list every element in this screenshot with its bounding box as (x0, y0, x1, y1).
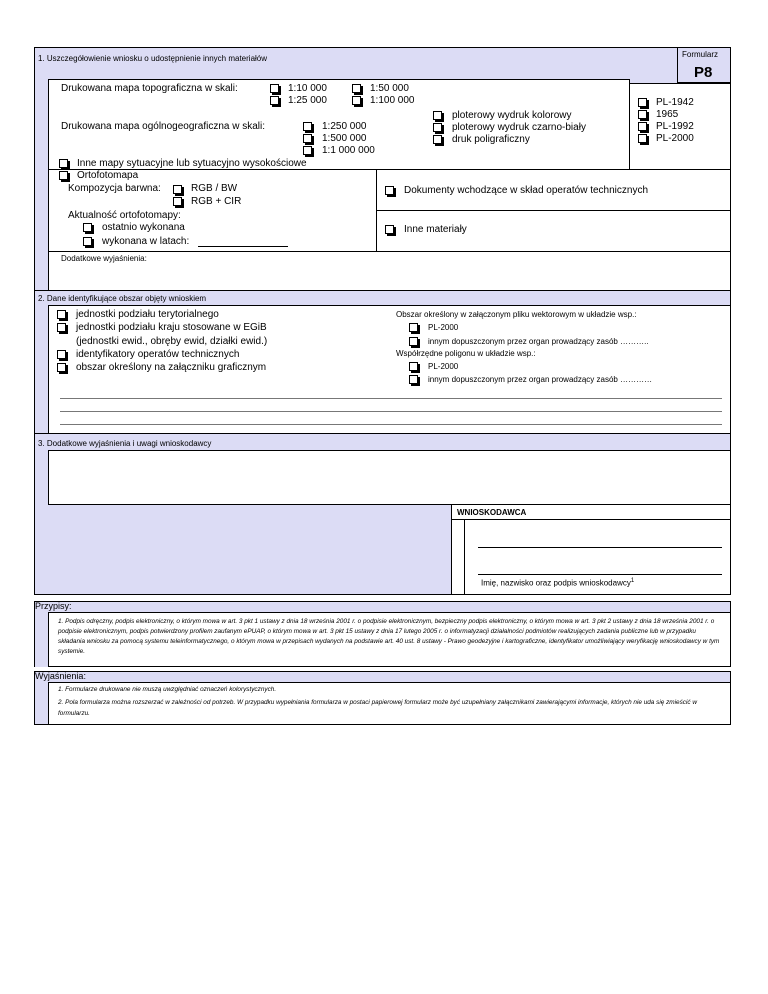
territorial-label: jednostki podziału terytorialnego (76, 309, 219, 320)
composition-label: Kompozycja barwna: (68, 183, 161, 194)
other-maps-label: Inne mapy sytuacyjne lub sytuacyjno wysokościowe (77, 158, 307, 169)
rgb-cir-label: RGB + CIR (191, 196, 242, 207)
vector-other-label: innym dopuszczonym przez organ prowadzący zasób ……….. (428, 337, 649, 346)
years-input-line[interactable] (198, 246, 288, 247)
operat-ids-label: identyfikatory operatów technicznych (76, 349, 240, 360)
entry-line[interactable] (60, 424, 722, 425)
extra-explanations-label: Dodatkowe wyjaśnienia: (61, 254, 147, 263)
form-code: P8 (694, 64, 713, 81)
applicant-line[interactable] (478, 547, 722, 548)
checkbox-topo-100000[interactable] (352, 96, 361, 105)
signature-footnote-mark: 1 (630, 578, 635, 584)
checkbox-orthophoto[interactable] (59, 171, 68, 180)
divider-horizontal (376, 210, 731, 211)
crs-label: PL-1942 (656, 97, 694, 108)
topo-map-label: Drukowana mapa topograficzna w skali: (61, 83, 238, 94)
explanations-left-strip (34, 682, 48, 725)
vector-label: Obszar określony w załączonym pliku wektorowym w układzie wsp.: (396, 310, 637, 319)
polygon-other-label: innym dopuszczonym przez organ prowadzący zasób ………… (428, 375, 653, 384)
checkbox-other-maps[interactable] (59, 159, 68, 168)
explanation-1: 1. Formularze drukowane nie muszą uwzględniać oznaczeń kolorystycznych. (58, 686, 277, 693)
scale-label: 1:500 000 (322, 133, 367, 144)
checkbox-rgb-bw[interactable] (173, 185, 182, 194)
scale-label: 1:1 000 000 (322, 145, 375, 156)
documents-label: Dokumenty wchodzące w skład operatów technicznych (404, 185, 649, 196)
years-label: wykonana w latach: (102, 236, 190, 247)
checkbox-vector-pl2000[interactable] (409, 323, 418, 332)
polygon-pl2000-label: PL-2000 (428, 362, 459, 371)
explanations-title: Wyjaśnienia: (35, 671, 86, 681)
crs-label: PL-2000 (656, 133, 694, 144)
entry-line[interactable] (60, 398, 722, 399)
print-option-label: ploterowy wydruk czarno-biały (452, 122, 586, 133)
checkbox-years[interactable] (83, 237, 92, 246)
scale-label: 1:50 000 (370, 83, 409, 94)
applicant-title-underline (451, 519, 731, 520)
graphic-attachment-label: obszar określony na załączniku graficznym (76, 362, 267, 373)
checkbox-plotter-bw[interactable] (433, 123, 442, 132)
checkbox-1965[interactable] (638, 110, 647, 119)
footnotes-title: Przypisy: (35, 601, 72, 611)
checkbox-topo-25000[interactable] (270, 96, 279, 105)
rgb-bw-label: RGB / BW (191, 183, 238, 194)
checkbox-other-materials[interactable] (385, 225, 394, 234)
section-1-title: 1. Uszczegółowienie wniosku o udostępnienie innych materiałów (38, 54, 268, 63)
checkbox-vector-other[interactable] (409, 337, 418, 346)
crs-label: 1965 (656, 109, 679, 120)
actuality-label: Aktualność ortofotomapy: (68, 210, 181, 221)
scale-label: 1:10 000 (288, 83, 327, 94)
form-label: Formularz (682, 50, 719, 59)
section-2-title: 2. Dane identyfikujące obszar objęty wnioskiem (38, 294, 207, 303)
vector-pl2000-label: PL-2000 (428, 323, 459, 332)
section-3-title: 3. Dodatkowe wyjaśnienia i uwagi wnioskodawcy (38, 439, 212, 448)
recent-label: ostatnio wykonana (102, 222, 185, 233)
print-option-label: ploterowy wydruk kolorowy (452, 110, 572, 121)
general-map-label: Drukowana mapa ogólnogeograficzna w skali: (61, 121, 266, 132)
checkbox-polygon-pl2000[interactable] (409, 362, 418, 371)
applicant-title: WNIOSKODAWCA (457, 508, 527, 517)
checkbox-plotter-color[interactable] (433, 111, 442, 120)
egib-label: jednostki podziału kraju stosowane w EGiB (76, 322, 267, 333)
checkbox-polygon-other[interactable] (409, 375, 418, 384)
print-option-label: druk poligraficzny (452, 134, 530, 145)
checkbox-polygraphic[interactable] (433, 135, 442, 144)
explanation-2: 2. Pola formularza można rozszerzać w zależności od potrzeb. W przypadku wypełniania formularza w postaci papierowej formularz może być uzupełniany załącznikami zawierającymi informacje, których nie uda się zmieścić w formularzu. (58, 699, 697, 717)
egib-note: (jednostki ewid., obręby ewid, działki ewid.) (76, 336, 268, 347)
checkbox-general-500000[interactable] (303, 134, 312, 143)
footnote-1: 1. Podpis odręczny, podpis elektroniczny, o którym mowa w art. 3 pkt 1 ustawy z dnia 18 września 2001 r. o podpisie elektronicznym, bezpieczny podpis elektroniczny, o którym mowa w art. 3 pkt 2 ustawy z dnia 18 września 2001 r. o podpisie elektronicznym, podpis potwierdzony profilem zaufanym ePUAP, o którym mowa w art. 3 pkt 15 ustawy z dnia 17 lutego 2005 r. o informatyzacji działalności podmiotów realizujących zadania publiczne lub w przypadku składania wniosku za pomocą systemu teleinformatycznego, o którym mowa w przepisach wydanych na podstawie art. 40 ust. 8 ustawy - Prawo geodezyjne i kartograficzne, identyfikator umożliwiający weryfikację wnioskodawcy w tym systemie. (58, 618, 720, 655)
signature-line[interactable] (478, 574, 722, 575)
checkbox-recent[interactable] (83, 223, 92, 232)
applicant-inner-divider (464, 519, 465, 595)
checkbox-documents[interactable] (385, 186, 394, 195)
scale-label: 1:250 000 (322, 121, 367, 132)
signature-label (481, 578, 634, 588)
entry-line[interactable] (60, 411, 722, 412)
checkbox-general-250000[interactable] (303, 122, 312, 131)
checkbox-topo-50000[interactable] (352, 84, 361, 93)
checkbox-general-1000000[interactable] (303, 146, 312, 155)
footnotes-left-strip (34, 612, 48, 667)
checkbox-territorial[interactable] (57, 310, 66, 319)
extra-explanations-box (48, 251, 731, 291)
other-materials-label: Inne materiały (404, 224, 467, 235)
explanations-header (34, 671, 731, 682)
scale-label: 1:100 000 (370, 95, 415, 106)
crs-label: PL-1992 (656, 121, 694, 132)
checkbox-operat-ids[interactable] (57, 350, 66, 359)
checkbox-graphic-attachment[interactable] (57, 363, 66, 372)
checkbox-pl2000[interactable] (638, 134, 647, 143)
checkbox-topo-10000[interactable] (270, 84, 279, 93)
polygon-label: Współrzędne poligonu w układzie wsp.: (396, 349, 536, 358)
scale-label: 1:25 000 (288, 95, 327, 106)
section-3-textarea[interactable] (48, 450, 731, 505)
signature-label-text: Imię, nazwisko oraz podpis wnioskodawcy (481, 578, 631, 588)
checkbox-egib[interactable] (57, 323, 66, 332)
checkbox-pl1992[interactable] (638, 122, 647, 131)
footnotes-header (34, 601, 731, 612)
checkbox-pl1942[interactable] (638, 98, 647, 107)
orthophoto-label: Ortofotomapa (77, 170, 139, 181)
checkbox-rgb-cir[interactable] (173, 197, 182, 206)
